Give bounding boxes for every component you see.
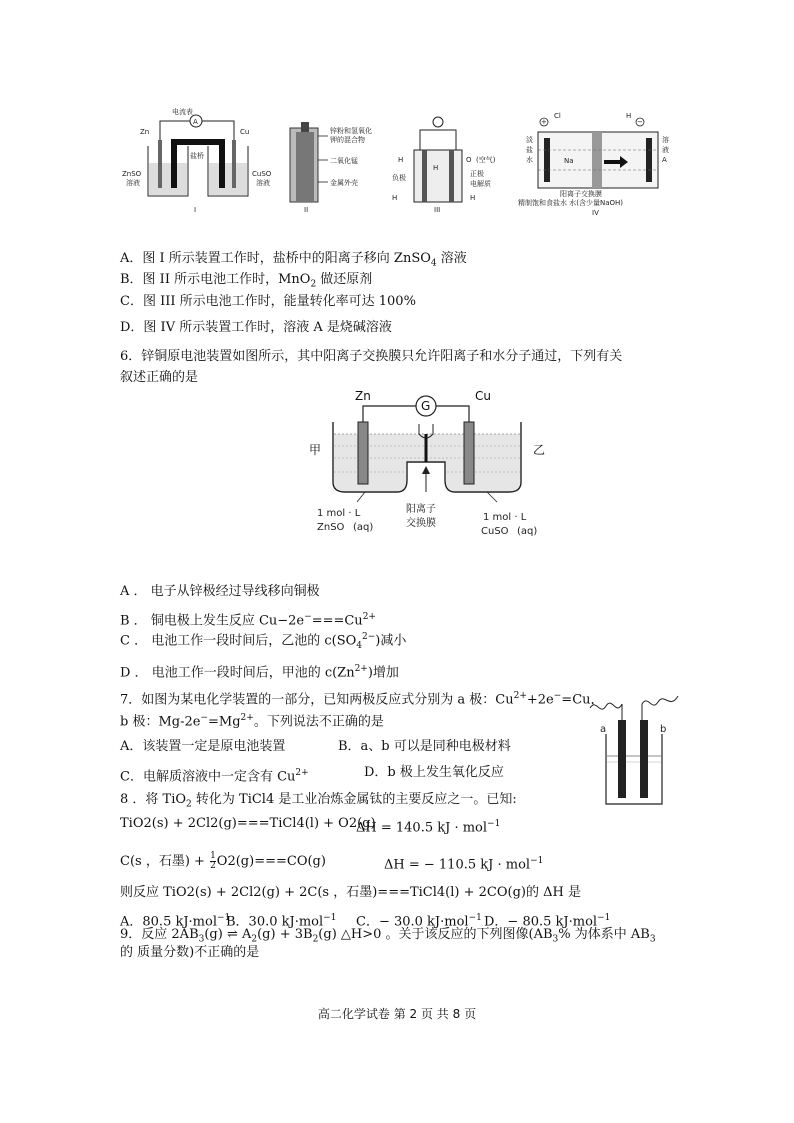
fig4-dilute-2: 盐	[526, 146, 533, 154]
figure-1-salt-bridge-cell	[122, 107, 272, 214]
q6-yi-label: 乙	[533, 443, 546, 457]
q5-option-a: A．图 I 所示装置工作时，盐桥中的阳离子移向 ZnSO$_4$ 溶液	[120, 251, 467, 269]
fig3-h2: H	[398, 156, 404, 164]
figure-2-dry-cell	[290, 122, 372, 214]
fig2-label-3: 二氧化锰	[330, 157, 358, 165]
q8-option-d: D．− 80.5 kJ·mol$^{-1}$	[484, 913, 611, 930]
fig2-label-1: 锌粉和氢氧化	[330, 127, 372, 135]
fig4-sol-1: 溶	[662, 136, 669, 144]
q7-option-d: D．b 极上发生氧化反应	[364, 765, 504, 780]
q8-frac-numerator: 1	[210, 851, 216, 861]
fig1-right-sol-1: CuSO	[252, 170, 272, 178]
q6-option-b: B ． 铜电极上发生反应 $Cu-2e^-===Cu^{2+}$	[120, 612, 376, 629]
fig2-label-2: 钾的混合物	[330, 136, 365, 144]
q6-right-aq: (aq)	[517, 526, 538, 537]
q8-enthalpy-2: ΔH = − 110.5 kJ · mol$^{-1}$	[384, 856, 544, 873]
q6-left-salt: ZnSO	[317, 522, 345, 533]
q6-option-c: C ． 电池工作一段时间后，乙池的 $c(SO_4^{2-})$减小	[120, 632, 407, 651]
q8-option-b: B．30.0 kJ·mol$^{-1}$	[226, 913, 337, 930]
fig1-bridge-label: 盐桥	[190, 152, 204, 160]
q6-mid-label-2: 交换膜	[406, 518, 436, 529]
q8-option-a: A．80.5 kJ·mol$^{-1}$	[120, 913, 231, 930]
q6-mid-label-1: 阳离子	[406, 504, 436, 515]
q7-stem-line-1: 7．如图为某电化学装置的一部分，已知两极反应式分别为 a 极：$Cu^{2+}+2e^-=Cu$，	[120, 691, 604, 708]
fig1-roman-label: I	[194, 206, 197, 214]
fig1-left-sol-2: 溶液	[126, 179, 140, 187]
fig3-pos: 正极	[470, 170, 484, 178]
bulb-icon	[433, 117, 443, 127]
fig1-right-sol-2: 溶液	[256, 179, 270, 187]
q7-a-label: a	[600, 724, 607, 735]
q6-zn-cu-cell-figure	[305, 384, 555, 546]
fig4-plus: +	[541, 118, 547, 126]
fig4-dilute-3: 水	[526, 156, 533, 164]
q6-stem-line-2: 叙述正确的是	[120, 370, 199, 385]
q8-enthalpy-1: ΔH = 140.5 kJ · mol$^{-1}$	[356, 819, 501, 836]
figure-3-fuel-cell	[392, 117, 496, 214]
page-footer: 高二化学试卷 第 2 页 共 8 页	[317, 1007, 477, 1021]
fig3-o2: O	[466, 156, 472, 164]
fig4-membrane: 阳离子交换膜	[560, 190, 602, 198]
fig3-o2-air: (空气)	[476, 156, 496, 164]
q5-option-d: D．图 IV 所示装置工作时，溶液 A 是烧碱溶液	[120, 320, 392, 335]
fig4-cl2: Cl	[554, 112, 561, 120]
q6-stem-line-1: 6．锌铜原电池装置如图所示，其中阳离子交换膜只允许阳离子和水分子通过，下列有关	[120, 349, 623, 364]
q7-stem-line-2: b 极：$Mg-2e^-=Mg^{2+}$。下列说法不正确的是	[120, 713, 384, 730]
fig1-left-sol-1: ZnSO	[122, 170, 142, 178]
q9-stem-line-2: 的 质量分数)不正确的是	[120, 945, 260, 960]
fig1-ammeter-symbol: A	[193, 118, 198, 126]
fig3-neg: 负极	[392, 174, 406, 182]
q6-left-conc: 1 mol · L	[317, 508, 361, 519]
q5-option-b: B．图 II 所示电池工作时，MnO$_2$ 做还原剂	[120, 272, 373, 290]
figure-row-top	[122, 108, 675, 223]
fig4-roman-label: IV	[592, 209, 599, 217]
q6-option-d: D ． 电池工作一段时间后，甲池的 $c(Zn^{2+})$增加	[120, 664, 399, 681]
q8-stem: 8 ．将 TiO$_2$ 转化为 TiCl4 是工业冶炼金属钛的主要反应之一。已知:	[120, 792, 517, 810]
q6-zn-label: Zn	[355, 389, 371, 403]
q8-frac-denominator: 2	[210, 861, 216, 871]
fig3-h2o-right: H	[470, 194, 476, 202]
q5-option-c: C．图 III 所示电池工作时，能量转化率可达 100%	[120, 294, 416, 309]
fig4-dilute-1: 淡	[526, 136, 533, 144]
q6-right-salt: CuSO	[481, 526, 509, 537]
q6-right-conc: 1 mol · L	[483, 512, 527, 523]
q7-option-a: A．该装置一定是原电池装置	[120, 739, 286, 754]
fig2-roman-label: II	[304, 206, 309, 214]
fig1-zn-label: Zn	[140, 128, 150, 136]
q7-beaker-figure	[586, 690, 686, 808]
q6-cu-label: Cu	[475, 389, 491, 403]
fig3-roman-label: III	[434, 206, 441, 214]
q6-jia-label: 甲	[309, 443, 322, 457]
q7-b-label: b	[660, 724, 667, 735]
q6-g-label: G	[421, 399, 431, 413]
fig4-sol-2: 液	[662, 146, 669, 154]
fig1-ammeter-label: 电流表	[172, 108, 193, 116]
fig3-h2o-left: H	[392, 194, 398, 202]
q8-ask: 则反应 TiO2(s) + 2Cl2(g) + 2C(s ，石墨)===TiCl4(l) + 2CO(g)的 ΔH 是	[120, 885, 581, 900]
fig4-bottom: 精制饱和食盐水 水(含少量NaOH)	[518, 199, 623, 207]
fig4-minus: −	[637, 118, 643, 126]
q7-option-c: C．电解质溶液中一定含有 $Cu^{2+}$	[120, 768, 309, 785]
q7-option-b: B．a、b 可以是同种电极材料	[338, 739, 511, 754]
fig4-sol-3: A	[662, 156, 667, 164]
fig3-h-plus: H	[433, 164, 439, 172]
q8-equation-2: C(s ，石墨) + $\frac{1}{2}$ O2(g)===CO(g)	[120, 851, 326, 871]
q8-equation-1: TiO2(s) + 2Cl2(g)===TiCl4(l) + O2(g)	[120, 816, 376, 831]
q6-option-a: A ． 电子从锌极经过导线移向铜极	[120, 584, 320, 599]
figure-4-chlor-alkali-cell	[518, 112, 669, 217]
q9-stem-line-1: 9．反应 $2AB_3(g)$ ⇌ $A_2(g) + 3B_2(g)$ △H>0 。关于该反应的下列图像($AB_3\%$ 为体系中 $AB_3$	[120, 927, 656, 945]
q6-left-aq: (aq)	[353, 522, 374, 533]
fig2-label-4: 金属外壳	[330, 179, 358, 187]
q8-option-c: C．− 30.0 kJ·mol$^{-1}$	[356, 913, 482, 930]
fig3-elec: 电解质	[470, 180, 491, 188]
fig4-na: Na	[564, 157, 574, 165]
fig1-cu-label: Cu	[240, 128, 250, 136]
fig4-h2: H	[626, 112, 632, 120]
